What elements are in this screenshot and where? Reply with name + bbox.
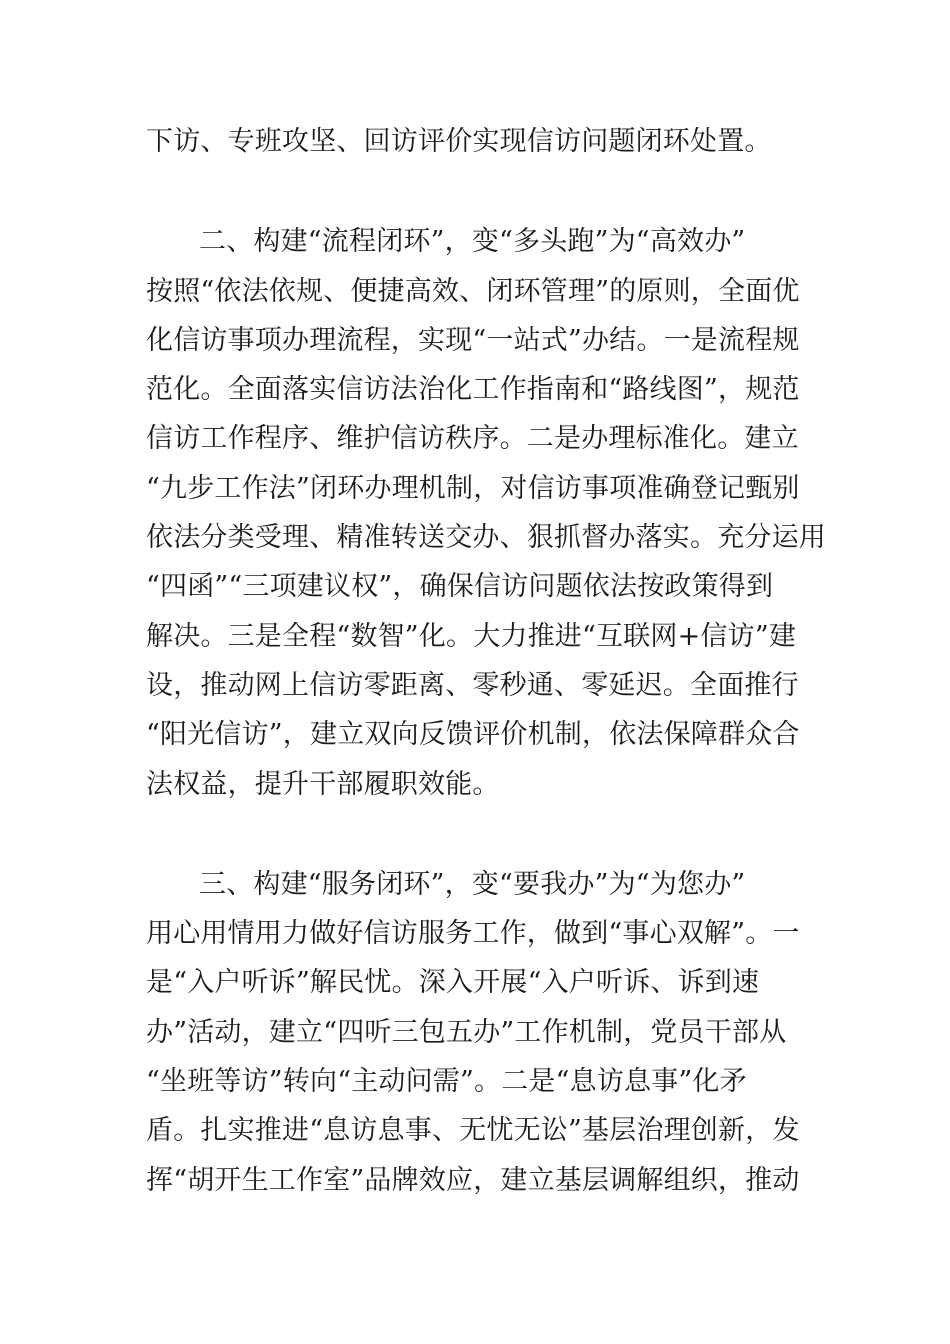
text-line: 下访、专班攻坚、回访评价实现信访问题闭环处置。 (146, 126, 772, 157)
text-line: “阳光信访”，建立双向反馈评价机制，依法保障群众合 (146, 719, 800, 750)
text-line: 用心用情用力做好信访服务工作，做到“事心双解”。一 (146, 918, 800, 949)
text-line: “坐班等访”转向“主动问需”。二是“息访息事”化矛 (146, 1066, 747, 1097)
text-line: 盾。扎实推进“息访息事、无忧无讼”基层治理创新，发 (146, 1115, 800, 1146)
text-line: 挥“胡开生工作室”品牌效应，建立基层调解组织，推动 (146, 1165, 800, 1196)
text-line: 是“入户听诉”解民忧。深入开展“入户听诉、诉到速 (146, 967, 760, 998)
text-line: “九步工作法”闭环办理机制，对信访事项准确登记甄别 (146, 473, 800, 504)
text-line: 解决。三是全程“数智”化。大力推进“互联网+信访”建 (146, 621, 797, 652)
text-line: 化信访事项办理流程，实现“一站式”办结。一是流程规 (146, 325, 800, 356)
text-line: 设，推动网上信访零距离、零秒通、零延迟。全面推行 (146, 670, 799, 701)
text-line: 按照“依法依规、便捷高效、闭环管理”的原则，全面优 (146, 276, 800, 307)
text-line: 办”活动，建立“四听三包五办”工作机制，党员干部从 (146, 1017, 787, 1048)
text-line: 范化。全面落实信访法治化工作指南和“路线图”，规范 (146, 374, 800, 405)
text-line: 依法分类受理、精准转送交办、狠抓督办落实。充分运用 (146, 522, 826, 553)
section-heading: 三、构建“服务闭环”，变“要我办”为“为您办” (199, 869, 746, 900)
text-line: “四函”“三项建议权”，确保信访问题依法按政策得到 (146, 571, 774, 602)
text-line: 信访工作程序、维护信访秩序。二是办理标准化。建立 (146, 423, 799, 454)
section-heading: 二、构建“流程闭环”，变“多头跑”为“高效办” (199, 226, 746, 257)
text-line: 法权益，提升干部履职效能。 (146, 769, 500, 800)
